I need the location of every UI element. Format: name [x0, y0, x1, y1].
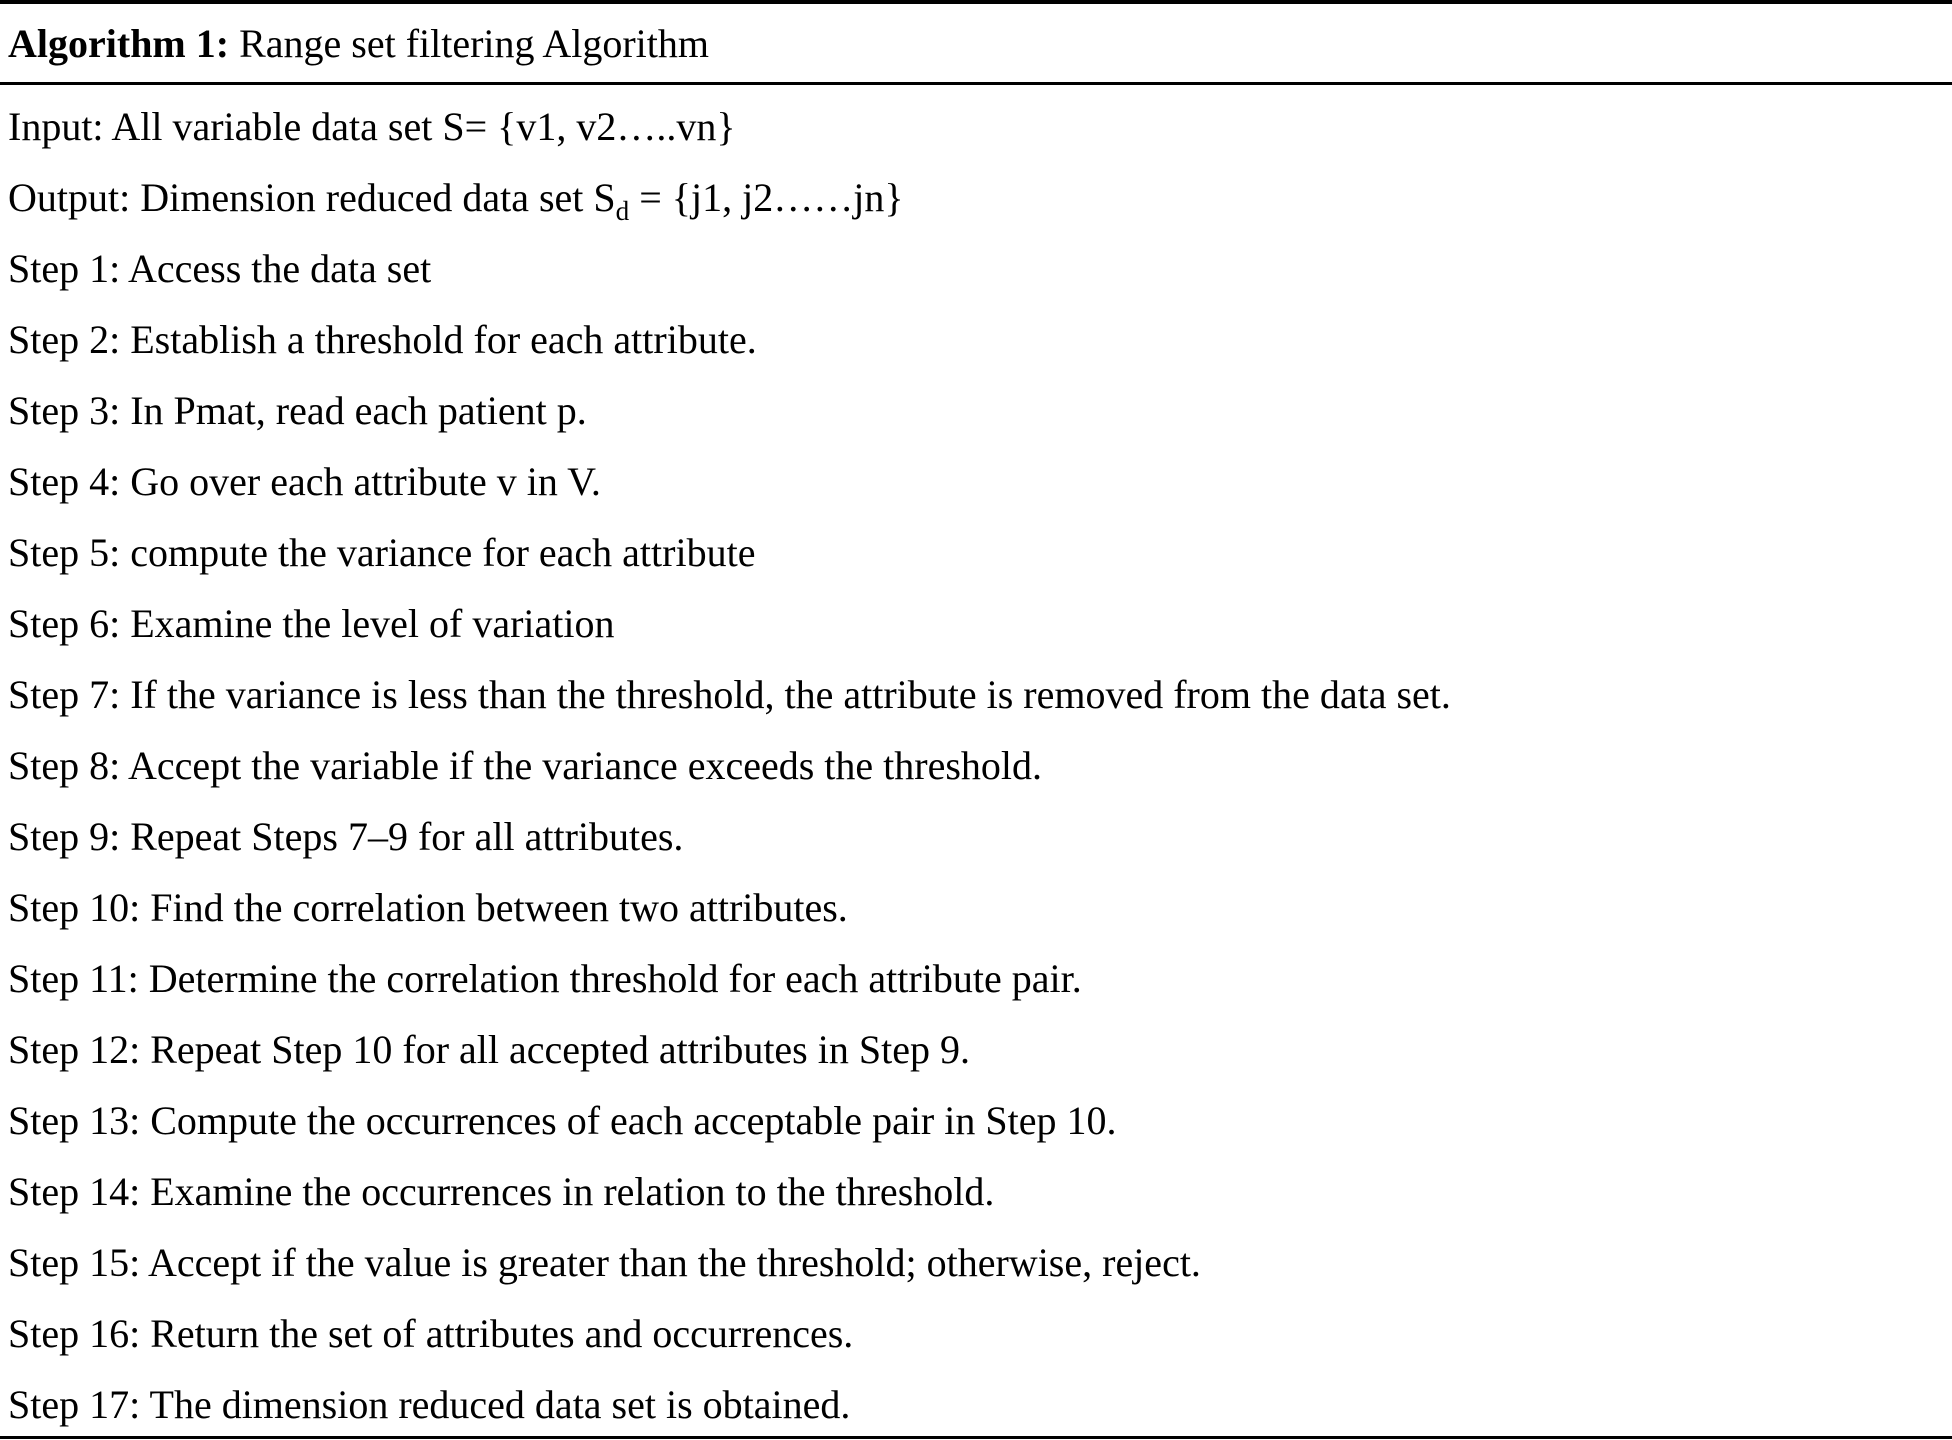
algorithm-step-1: Step 1: Access the data set — [8, 246, 432, 291]
output-text-after-subscript: = {j1, j2……jn} — [629, 175, 904, 220]
algorithm-step-16: Step 16: Return the set of attributes and occurrences. — [8, 1311, 854, 1356]
algorithm-step-14: Step 14: Examine the occurrences in relation to the threshold. — [8, 1169, 995, 1214]
algorithm-name: Range set filtering Algorithm — [229, 21, 709, 66]
algorithm-step-13: Step 13: Compute the occurrences of each acceptable pair in Step 10. — [8, 1098, 1117, 1143]
algorithm-step-6: Step 6: Examine the level of variation — [8, 601, 615, 646]
algorithm-body — [0, 85, 1952, 1440]
output-subscript: d — [615, 196, 630, 226]
algorithm-title-row — [0, 4, 1952, 85]
algorithm-step-15: Step 15: Accept if the value is greater than the threshold; otherwise, reject. — [8, 1240, 1201, 1285]
algorithm-step-7: Step 7: If the variance is less than the threshold, the attribute is removed from the data set. — [8, 672, 1451, 717]
output-text-before-subscript: Output: Dimension reduced data set S — [8, 175, 616, 220]
algorithm-input-line: Input: All variable data set S= {v1, v2…..vn} — [8, 104, 736, 149]
algorithm-label: Algorithm 1: — [8, 21, 230, 66]
algorithm-step-12: Step 12: Repeat Step 10 for all accepted attributes in Step 9. — [8, 1027, 970, 1072]
algorithm-step-17: Step 17: The dimension reduced data set is obtained. — [8, 1382, 851, 1427]
algorithm-step-2: Step 2: Establish a threshold for each attribute. — [8, 317, 757, 362]
algorithm-step-9: Step 9: Repeat Steps 7–9 for all attributes. — [8, 814, 684, 859]
algorithm-step-3: Step 3: In Pmat, read each patient p. — [8, 388, 587, 433]
algorithm-output-line — [8, 162, 1944, 233]
algorithm-step-5: Step 5: compute the variance for each attribute — [8, 530, 756, 575]
algorithm-step-11: Step 11: Determine the correlation threshold for each attribute pair. — [8, 956, 1082, 1001]
algorithm-step-10: Step 10: Find the correlation between two attributes. — [8, 885, 848, 930]
algorithm-step-4: Step 4: Go over each attribute v in V. — [8, 459, 601, 504]
algorithm-step-8: Step 8: Accept the variable if the variance exceeds the threshold. — [8, 743, 1043, 788]
